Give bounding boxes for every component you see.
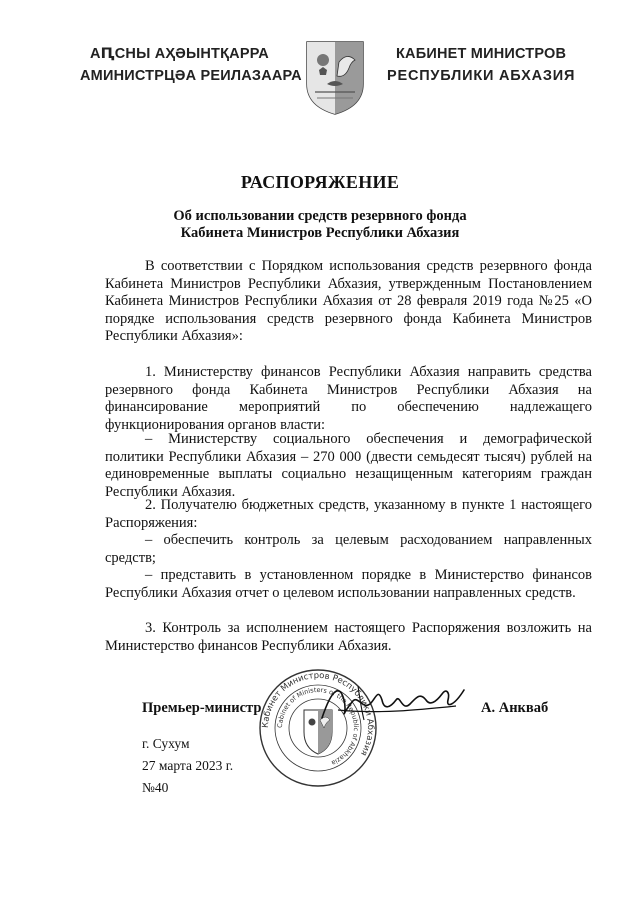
item-2-paragraph: 2. Получателю бюджетных средств, указанному в пункте 1 настоящего Распоряжения: xyxy=(105,497,592,531)
item-2-subitem-1: – обеспечить контроль за целевым расходованием направленных средств; xyxy=(105,532,592,566)
item-3-paragraph: 3. Контроль за исполнением настоящего Распоряжения возложить на Министерство финансов Республики Абхазия. xyxy=(105,620,592,654)
header-left-line2: АМИНИСТРЦӘА РЕИЛАЗААРА xyxy=(80,68,302,84)
subtitle-line2: Кабинета Министров Республики Абхазия xyxy=(180,225,460,241)
item-1-subitem: – Министерству социального обеспечения и демографической политики Республики Абхазия – 270 000 (двести семьдесят тысяч) рублей на единовременные выплаты социально незащищенным категориям граждан Республики Абхазия. xyxy=(105,431,592,500)
handwritten-signature xyxy=(318,680,468,728)
document-number: №40 xyxy=(142,780,169,795)
signatory-position: Премьер-министр xyxy=(142,700,262,716)
item-1-paragraph: 1. Министерству финансов Республики Абхазия направить средства резервного фонда Кабинета Министров Республики Абхазия на финансирование мероприятий по обеспечению надлежащего функционирования органов власти: xyxy=(105,364,592,433)
stamp-outer-text: Кабинет Министров Республики Абхазия xyxy=(260,670,376,758)
document-title: РАСПОРЯЖЕНИЕ xyxy=(240,172,400,192)
header-left-line1: АԤСНЫ АҲӘЫНТҚАРРА xyxy=(90,46,269,62)
document-subtitle xyxy=(0,208,640,242)
preamble-paragraph: В соответствии с Порядком использования средств резервного фонда Кабинета Министров Республики Абхазия, утвержденным Постановлением Кабинета Министров Республики Абхазия от 28 февраля 2019 года №25 «О порядке использования средств резервного фонда Кабинета Министров Республики Абхазия»: xyxy=(105,258,592,344)
signatory-name: А. Анкваб xyxy=(481,700,549,716)
item-2-subitem-2: – представить в установленном порядке в Министерство финансов Республики Абхазия отчет о целевом использовании направленных средств. xyxy=(105,567,592,601)
document-city: г. Сухум xyxy=(142,736,190,751)
document-date: 27 марта 2023 г. xyxy=(142,758,234,773)
header-right-line1: КАБИНЕТ МИНИСТРОВ xyxy=(396,46,567,62)
subtitle-line1: Об использовании средств резервного фонда xyxy=(173,208,467,224)
stamp-inner-text: Cabinet of Ministers of the Republic of Abkhazia xyxy=(275,685,361,768)
abkhazia-coat-of-arms-icon xyxy=(305,40,365,116)
header-right-line2: РЕСПУБЛИКИ АБХАЗИЯ xyxy=(387,68,576,84)
